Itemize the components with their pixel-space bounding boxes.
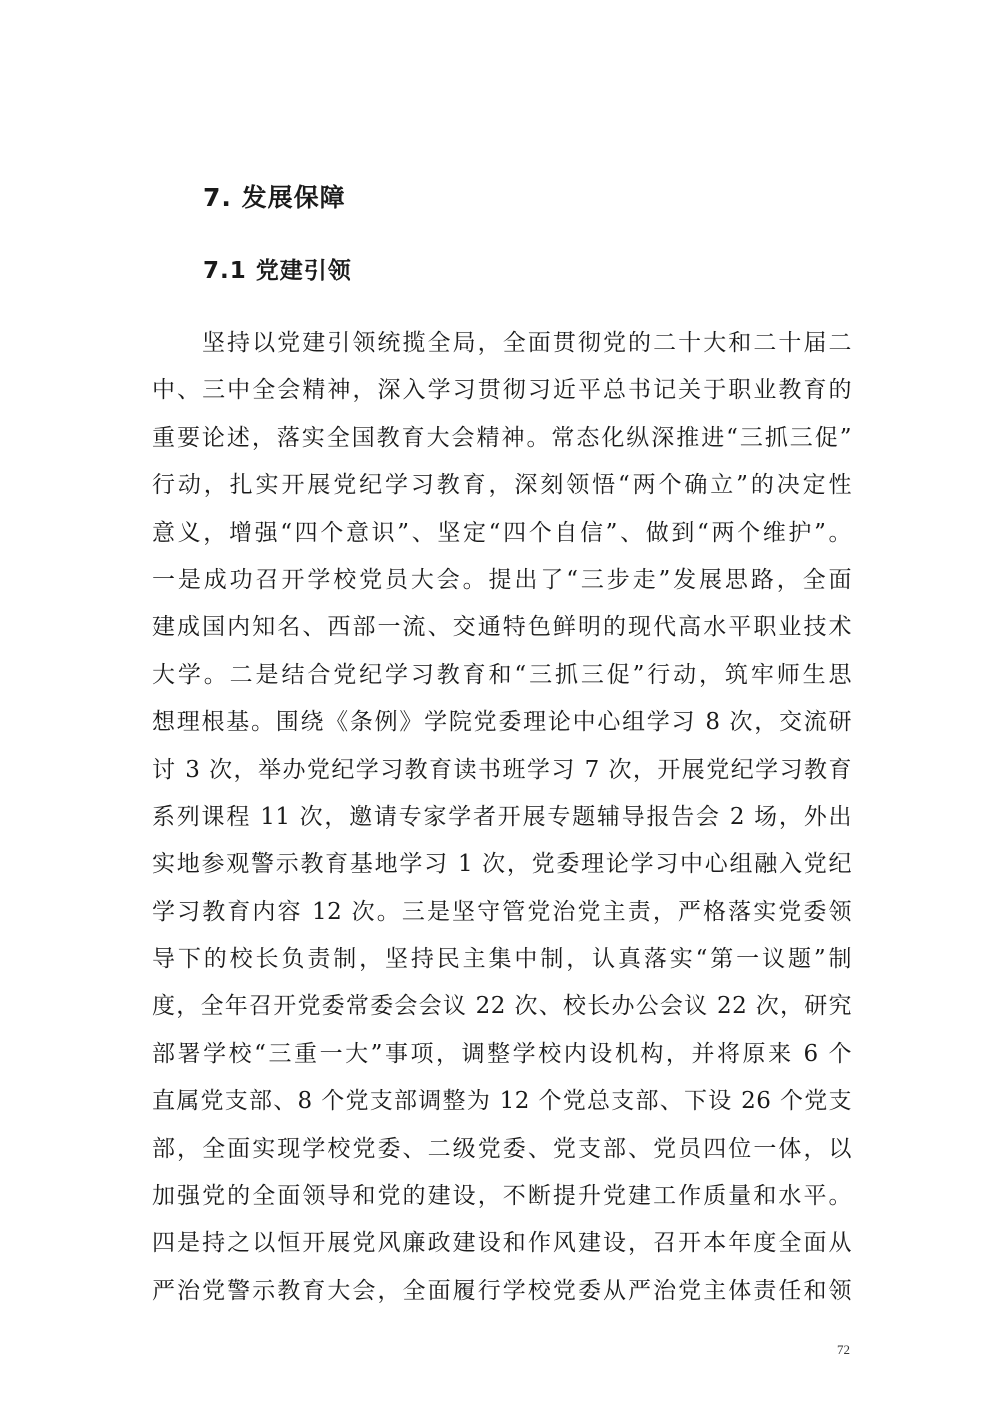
body-paragraph (152, 320, 852, 1315)
paragraph-line: 中、三中全会精神，深入学习贯彻习近平总书记关于职业教育的 (152, 377, 852, 404)
paragraph-line: 建成国内知名、西部一流、交通特色鲜明的现代高水平职业技术 (152, 614, 852, 641)
paragraph-line: 想理根基。围绕《条例》学院党委理论中心组学习 8 次，交流研 (152, 709, 852, 736)
paragraph-line: 四是持之以恒开展党风廉政建设和作风建设，召开本年度全面从 (152, 1230, 852, 1257)
paragraph-line: 加强党的全面领导和党的建设，不断提升党建工作质量和水平。 (152, 1183, 852, 1210)
paragraph-line: 实地参观警示教育基地学习 1 次，党委理论学习中心组融入党纪 (152, 851, 852, 878)
paragraph-line: 度，全年召开党委常委会会议 22 次、校长办公会议 22 次，研究 (152, 993, 852, 1020)
paragraph-line: 大学。二是结合党纪学习教育和“三抓三促”行动，筑牢师生思 (152, 661, 852, 688)
paragraph-line: 一是成功召开学校党员大会。提出了“三步走”发展思路，全面 (152, 566, 852, 593)
subsection-title: 7.1 党建引领 (203, 258, 352, 284)
paragraph-line: 重要论述，落实全国教育大会精神。常态化纵深推进“三抓三促” (152, 424, 852, 451)
paragraph-line: 讨 3 次，举办党纪学习教育读书班学习 7 次，开展党纪学习教育 (152, 756, 852, 783)
paragraph-line: 直属党支部、8 个党支部调整为 12 个党总支部、下设 26 个党支 (152, 1088, 852, 1115)
page-number: 72 (837, 1342, 850, 1357)
paragraph-line: 行动，扎实开展党纪学习教育，深刻领悟“两个确立”的决定性 (152, 472, 852, 499)
paragraph-line: 学习教育内容 12 次。三是坚守管党治党主责，严格落实党委领 (152, 898, 852, 925)
paragraph-line: 意义，增强“四个意识”、坚定“四个自信”、做到“两个维护”。 (152, 519, 852, 546)
paragraph-line: 严治党警示教育大会，全面履行学校党委从严治党主体责任和领 (152, 1277, 852, 1304)
paragraph-line: 坚持以党建引领统揽全局，全面贯彻党的二十大和二十届二 (202, 330, 852, 356)
section-title: 7. 发展保障 (203, 183, 346, 212)
paragraph-line: 导下的校长负责制，坚持民主集中制，认真落实“第一议题”制 (152, 946, 852, 973)
paragraph-line: 部，全面实现学校党委、二级党委、党支部、党员四位一体，以 (152, 1135, 852, 1162)
paragraph-line: 部署学校“三重一大”事项，调整学校内设机构，并将原来 6 个 (152, 1040, 852, 1067)
paragraph-line: 系列课程 11 次，邀请专家学者开展专题辅导报告会 2 场，外出 (152, 803, 852, 830)
